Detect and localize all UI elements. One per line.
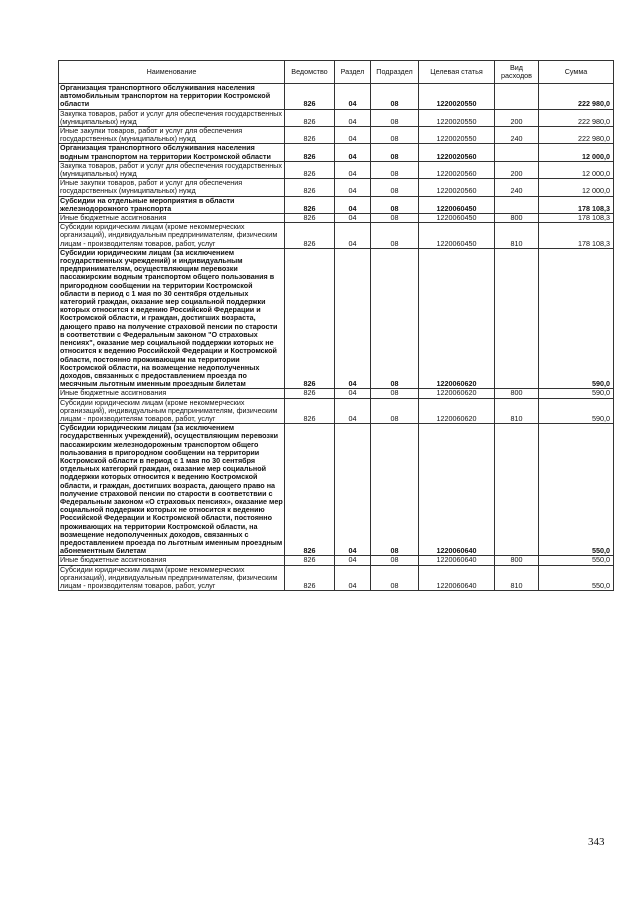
sum-cell: 590,0 [539, 398, 614, 424]
table-body [59, 84, 614, 591]
header-vedomstvo: Ведомство [285, 61, 335, 84]
razdel-cell: 04 [335, 144, 371, 161]
expense-type-cell [495, 424, 539, 556]
sum-cell: 590,0 [539, 248, 614, 388]
table-row [59, 565, 614, 591]
row-name-cell: Субсидии юридическим лицам (кроме некоммерческих организаций), индивидуальным предпринимателям, физическим лицам - производителям товаров, работ, услуг [59, 565, 285, 591]
table-row [59, 398, 614, 424]
razdel-cell: 04 [335, 248, 371, 388]
razdel-cell: 04 [335, 214, 371, 223]
table-row [59, 84, 614, 110]
expense-type-cell [495, 248, 539, 388]
sum-cell: 550,0 [539, 424, 614, 556]
podrazdel-cell: 08 [371, 196, 419, 213]
table-header-row [59, 61, 614, 84]
sum-cell: 590,0 [539, 389, 614, 398]
sum-cell: 222 980,0 [539, 109, 614, 126]
podrazdel-cell: 08 [371, 248, 419, 388]
table-row [59, 223, 614, 249]
razdel-cell: 04 [335, 127, 371, 144]
table-row [59, 424, 614, 556]
target-article-cell: 1220060450 [419, 196, 495, 213]
podrazdel-cell: 08 [371, 389, 419, 398]
vedomstvo-cell: 826 [285, 398, 335, 424]
target-article-cell: 1220020560 [419, 144, 495, 161]
budget-table [58, 60, 614, 591]
row-name-cell: Иные бюджетные ассигнования [59, 214, 285, 223]
sum-cell: 178 108,3 [539, 196, 614, 213]
row-name-cell: Закупка товаров, работ и услуг для обеспечения государственных (муниципальных) нужд [59, 161, 285, 178]
expense-type-cell: 810 [495, 565, 539, 591]
podrazdel-cell: 08 [371, 223, 419, 249]
razdel-cell: 04 [335, 84, 371, 110]
vedomstvo-cell: 826 [285, 223, 335, 249]
razdel-cell: 04 [335, 223, 371, 249]
podrazdel-cell: 08 [371, 161, 419, 178]
expense-type-cell [495, 144, 539, 161]
podrazdel-cell: 08 [371, 424, 419, 556]
razdel-cell: 04 [335, 161, 371, 178]
podrazdel-cell: 08 [371, 109, 419, 126]
sum-cell: 178 108,3 [539, 214, 614, 223]
vedomstvo-cell: 826 [285, 127, 335, 144]
sum-cell: 222 980,0 [539, 84, 614, 110]
row-name-cell: Субсидии на отдельные мероприятия в области железнодорожного транспорта [59, 196, 285, 213]
podrazdel-cell: 08 [371, 84, 419, 110]
header-sum: Сумма [539, 61, 614, 84]
page-number: 343 [588, 836, 605, 848]
vedomstvo-cell: 826 [285, 248, 335, 388]
target-article-cell: 1220060640 [419, 565, 495, 591]
razdel-cell: 04 [335, 196, 371, 213]
expense-type-cell [495, 84, 539, 110]
expense-type-cell [495, 196, 539, 213]
row-name-cell: Организация транспортного обслуживания населения автомобильным транспортом на территории Костромской области [59, 84, 285, 110]
podrazdel-cell: 08 [371, 556, 419, 565]
row-name-cell: Иные бюджетные ассигнования [59, 389, 285, 398]
target-article-cell: 1220060620 [419, 248, 495, 388]
header-name: Наименование [59, 61, 285, 84]
table-row [59, 556, 614, 565]
expense-type-cell: 200 [495, 161, 539, 178]
row-name-cell: Субсидии юридическим лицам (за исключением государственных учреждений) и индивидуальным предпринимателям, осуществляющим перевозки пассажирским водным транспортом общего пользования в пригородном сообщении на территории Костромской области в период с 1 мая по 30 сентября отдельных категорий граждан, оказание мер социальной поддержки которых относится к ведению Российской Федерации и Костромской области, и граждан, достигших возраста, дающего право на получение страховой пенсии по старости в соответствии с Федеральным законом "О страховых пенсиях", оказание мер социальной поддержки которых не относится к ведению Российской Федерации и Костромской области, постоянно проживающим на территории Костромской области, на возмещение недополученных доходов, связанных с предоставлением проезда по месячным льготным именным проездным билетам [59, 248, 285, 388]
sum-cell: 550,0 [539, 556, 614, 565]
vedomstvo-cell: 826 [285, 179, 335, 196]
sum-cell: 550,0 [539, 565, 614, 591]
target-article-cell: 1220060620 [419, 398, 495, 424]
podrazdel-cell: 08 [371, 565, 419, 591]
target-article-cell: 1220060450 [419, 223, 495, 249]
expense-type-cell: 800 [495, 389, 539, 398]
vedomstvo-cell: 826 [285, 556, 335, 565]
row-name-cell: Субсидии юридическим лицам (за исключением государственных учреждений), осуществляющим перевозки пассажирским железнодорожным транспортом общего пользования в пригородном сообщении на территории Костромской области в период с 1 мая по 30 сентября отдельных категорий граждан, оказание мер социальной поддержки которых относится к ведению Костромской области, и граждан, достигших возраста, дающего право на получение страховой пенсии по старости в соответствии с Федеральным законом «О страховых пенсиях», оказание мер социальной поддержки которых не относится к ведению Российской Федерации и Костромской области, постоянно проживающих на территории Костромской области, на возмещение недополученных доходов, связанных с предоставлением проезда по льготным именным проездным абонементным билетам [60, 423, 283, 556]
target-article-cell: 1220060640 [419, 424, 495, 556]
expense-type-cell: 800 [495, 214, 539, 223]
vedomstvo-cell: 826 [285, 565, 335, 591]
vedomstvo-cell: 826 [285, 214, 335, 223]
sum-cell: 12 000,0 [539, 144, 614, 161]
table-row [59, 144, 614, 161]
expense-type-cell: 810 [495, 398, 539, 424]
podrazdel-cell: 08 [371, 398, 419, 424]
target-article-cell: 1220020550 [419, 109, 495, 126]
sum-cell: 178 108,3 [539, 223, 614, 249]
razdel-cell: 04 [335, 179, 371, 196]
table-row [59, 179, 614, 196]
vedomstvo-cell: 826 [285, 84, 335, 110]
target-article-cell: 1220020560 [419, 161, 495, 178]
vedomstvo-cell: 826 [285, 389, 335, 398]
expense-type-cell: 800 [495, 556, 539, 565]
vedomstvo-cell: 826 [285, 424, 335, 556]
target-article-cell: 1220060620 [419, 389, 495, 398]
razdel-cell: 04 [335, 556, 371, 565]
table-row [59, 196, 614, 213]
expense-type-cell: 240 [495, 127, 539, 144]
razdel-cell: 04 [335, 424, 371, 556]
sum-cell: 12 000,0 [539, 161, 614, 178]
podrazdel-cell: 08 [371, 127, 419, 144]
header-target-article: Целевая статья [419, 61, 495, 84]
row-name-cell: Иные закупки товаров, работ и услуг для обеспечения государственных (муниципальных) нужд [59, 127, 285, 144]
header-podrazdel: Подраздел [371, 61, 419, 84]
vedomstvo-cell: 826 [285, 144, 335, 161]
table-row [59, 248, 614, 388]
row-name-cell: Субсидии юридическим лицам (кроме некоммерческих организаций), индивидуальным предпринимателям, физическим лицам - производителям товаров, работ, услуг [59, 223, 285, 249]
podrazdel-cell: 08 [371, 144, 419, 161]
row-name-cell: Субсидии юридическим лицам (кроме некоммерческих организаций), индивидуальным предпринимателям, физическим лицам - производителям товаров, работ, услуг [59, 398, 285, 424]
sum-cell: 12 000,0 [539, 179, 614, 196]
table-row [59, 161, 614, 178]
razdel-cell: 04 [335, 398, 371, 424]
podrazdel-cell: 08 [371, 214, 419, 223]
vedomstvo-cell: 826 [285, 161, 335, 178]
header-razdel: Раздел [335, 61, 371, 84]
target-article-cell: 1220060450 [419, 214, 495, 223]
table-row [59, 127, 614, 144]
razdel-cell: 04 [335, 109, 371, 126]
sum-cell: 222 980,0 [539, 127, 614, 144]
razdel-cell: 04 [335, 389, 371, 398]
table-row [59, 109, 614, 126]
expense-type-cell: 810 [495, 223, 539, 249]
expense-type-cell: 200 [495, 109, 539, 126]
row-name-cell: Иные закупки товаров, работ и услуг для обеспечения государственных (муниципальных) нужд [59, 179, 285, 196]
target-article-cell: 1220060640 [419, 556, 495, 565]
row-name-cell: Иные бюджетные ассигнования [59, 556, 285, 565]
razdel-cell: 04 [335, 565, 371, 591]
target-article-cell: 1220020560 [419, 179, 495, 196]
vedomstvo-cell: 826 [285, 109, 335, 126]
row-name-cell: Закупка товаров, работ и услуг для обеспечения государственных (муниципальных) нужд [59, 109, 285, 126]
vedomstvo-cell: 826 [285, 196, 335, 213]
row-name-cell: Организация транспортного обслуживания населения водным транспортом на территории Костромской области [59, 144, 285, 161]
target-article-cell: 1220020550 [419, 127, 495, 144]
table-row [59, 389, 614, 398]
header-expense-type: Вид расходов [495, 61, 539, 84]
target-article-cell: 1220020550 [419, 84, 495, 110]
podrazdel-cell: 08 [371, 179, 419, 196]
expense-type-cell: 240 [495, 179, 539, 196]
